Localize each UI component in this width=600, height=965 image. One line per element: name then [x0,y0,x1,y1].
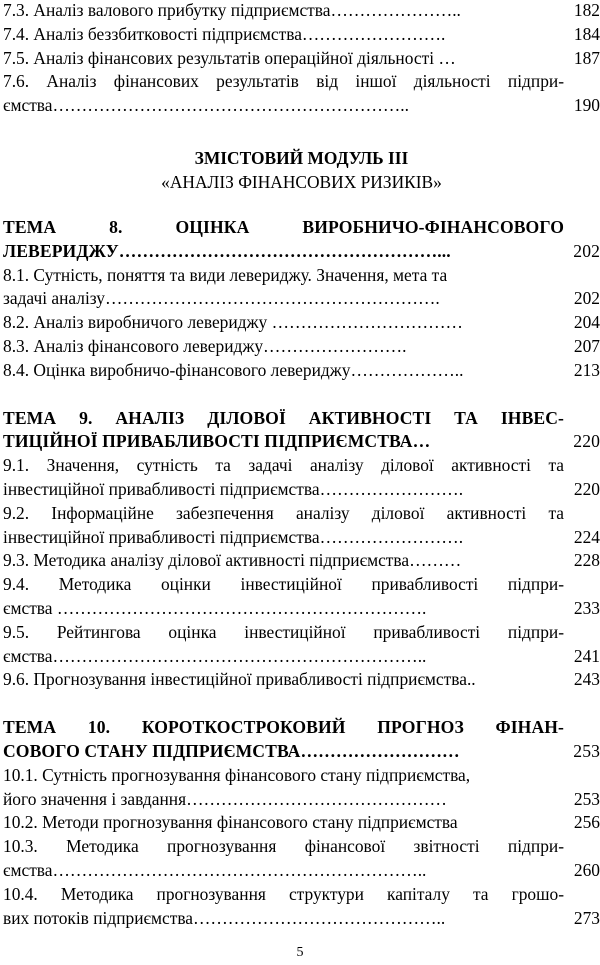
topic-heading-line: ЛЕВЕРИДЖУ………………………………………………... [3,240,451,261]
topic-heading-page: 220 [573,431,600,452]
toc-entry-text: 8.3. Аналіз фінансового левериджу……………………. [3,335,407,356]
toc-entry [3,359,600,383]
toc-entry-page: 228 [573,550,600,571]
toc-entry-text: інвестиційної привабливості підприємства……………………. [3,526,464,547]
toc-entry-text: 9.1. Значення, сутність та задачі аналізу ділової активності та [3,455,564,476]
topic-heading-line: ТЕМА 10. КОРОТКОСТРОКОВИЙ ПРОГНОЗ ФІНАН- [3,717,564,738]
toc-entry [3,859,600,883]
toc-entry-text: ємства…………………………………………………….. [3,95,409,116]
toc-entry [3,668,600,692]
toc-entry-text: 8.1. Сутність, поняття та види левериджу. Значення, мета та [3,264,448,285]
toc-entry-text: його значення і завдання……………………………………… [3,788,447,809]
toc-entry [3,70,600,94]
toc-entry [3,835,600,859]
toc-entry-text: вих потоків підприємства…………………………………….. [3,907,446,928]
toc-entry-page: 233 [573,597,600,618]
toc-entry-text: 7.6. Аналіз фінансових результатів від іншої діяльності підпри- [3,71,564,92]
toc-entry-page: 260 [573,859,600,880]
toc-entry-page: 202 [573,288,600,309]
toc-entry-text: ємства……………………………………………………….. [3,859,427,880]
toc-entry-page: 187 [573,47,600,68]
toc-entry [3,907,600,931]
toc-entry-text: 9.3. Методика аналізу ділової активності підприємства……… [3,550,462,571]
toc-entry [3,478,600,502]
toc-entry [3,335,600,359]
toc-entry-text: 10.1. Сутність прогнозування фінансового стану підприємства, [3,764,471,785]
topic-heading-page: 253 [573,740,600,761]
toc-entry-text: ємства……………………………………………………….. [3,645,427,666]
toc-entry-text: 7.4. Аналіз беззбитковості підприємства……………………. [3,23,446,44]
toc-entry-page: 182 [573,0,600,20]
toc-entry-page: 256 [573,812,600,833]
toc-entry [3,811,600,835]
toc-entry [3,573,600,597]
topic-heading [3,430,600,454]
toc-entry-text: ємства ………………………………………………………. [3,597,427,618]
topic-heading-page: 202 [573,240,600,261]
toc-entry [3,23,600,47]
toc-entry [3,621,600,645]
toc-entry-text: 8.2. Аналіз виробничого левериджу …………………………… [3,312,463,333]
module-title: ЗМІСТОВИЙ МОДУЛЬ ІІІ [194,147,409,168]
toc-entry-page: 273 [573,907,600,928]
topic-heading [3,216,600,240]
table-of-contents [3,0,600,930]
toc-entry-text: 9.2. Інформаційне забезпечення аналізу ділової активності та [3,502,564,523]
toc-entry-page: 213 [573,359,600,380]
toc-entry-text: 10.3. Методика прогнозування фінансової звітності підпри- [3,836,564,857]
toc-entry [3,645,600,669]
toc-entry [3,597,600,621]
toc-entry-text: 7.5. Аналіз фінансових результатів операційної діяльності … [3,47,456,68]
toc-entry [3,287,600,311]
toc-entry-text: 9.6. Прогнозування інвестиційної привабливості підприємства.. [3,669,476,690]
toc-entry-page: 190 [573,95,600,116]
toc-entry [3,0,600,23]
topic-heading-line: ТЕМА 9. АНАЛІЗ ДІЛОВОЇ АКТИВНОСТІ ТА ІНВЕС- [3,407,564,428]
topic-heading-line: СОВОГО СТАНУ ПІДПРИЄМСТВА……………………… [3,740,460,761]
topic-heading [3,716,600,740]
toc-entry [3,549,600,573]
module-subtitle: «АНАЛІЗ ФІНАНСОВИХ РИЗИКІВ» [161,171,442,192]
toc-entry-text: 9.4. Методика оцінки інвестиційної привабливості підпри- [3,574,564,595]
topic-heading-line: ТИЦІЙНОЇ ПРИВАБЛИВОСТІ ПІДПРИЄМСТВА… [3,431,431,452]
toc-entry [3,94,600,118]
toc-entry-text: 10.4. Методика прогнозування структури капіталу та грошо- [3,883,564,904]
toc-entry [3,788,600,812]
toc-entry [3,454,600,478]
topic-heading-line: ТЕМА 8. ОЦІНКА ВИРОБНИЧО-ФІНАНСОВОГО [3,216,564,237]
toc-entry-page: 253 [573,788,600,809]
toc-entry [3,47,600,71]
page-number: 5 [296,945,304,960]
toc-entry [3,502,600,526]
toc-entry-text: 7.3. Аналіз валового прибутку підприємства………………….. [3,0,461,20]
toc-entry [3,526,600,550]
toc-entry [3,764,600,788]
toc-entry [3,264,600,288]
topic-heading [3,740,600,764]
toc-entry-page: 243 [573,669,600,690]
toc-entry-text: задачі аналізу…………………………………………………. [3,288,440,309]
toc-entry-page: 207 [573,335,600,356]
toc-entry-text: 8.4. Оцінка виробничо-фінансового левериджу……………….. [3,359,464,380]
toc-entry-text: 9.5. Рейтингова оцінка інвестиційної привабливості підпри- [3,621,564,642]
topic-heading [3,240,600,264]
toc-entry-page: 241 [573,645,600,666]
toc-entry [3,883,600,907]
toc-entry-page: 220 [573,478,600,499]
topic-heading [3,407,600,431]
toc-entry [3,311,600,335]
toc-entry-text: інвестиційної привабливості підприємства……………………. [3,478,464,499]
toc-entry-page: 224 [573,526,600,547]
toc-entry-page: 204 [573,312,600,333]
toc-entry-text: 10.2. Методи прогнозування фінансового стану підприємства [3,812,458,833]
toc-entry-page: 184 [573,23,600,44]
